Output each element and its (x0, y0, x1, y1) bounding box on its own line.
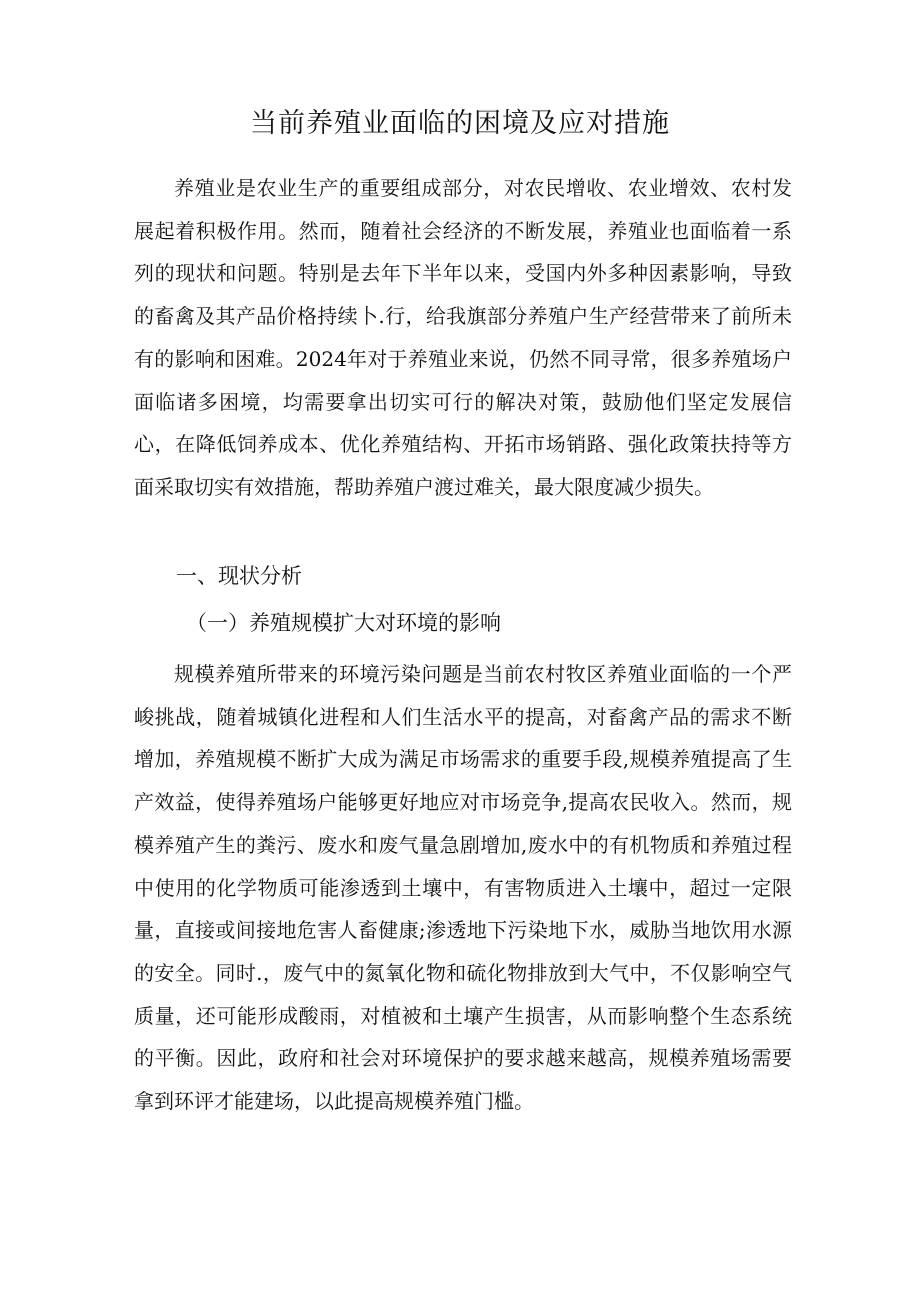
body-paragraph: 规模养殖所带来的环境污染问题是当前农村牧区养殖业面临的一个严峻挑战，随着城镇化进程和人们生活水平的提高，对畜禽产品的需求不断增加，养殖规模不断扩大成为满足市场需求的重要手段,规模养殖提高了生产效益，使得养殖场户能够更好地应对市场竞争,提高农民收入。然而，规模养殖产生的粪污、废水和废气量急剧增加,废水中的有机物质和养殖过程中使用的化学物质可能渗透到土壤中，有害物质进入土壤中，超过一定限量，直接或间接地危害人畜健康;渗透地下污染地下水，威胁当地饮用水源的安全。同时.，废气中的氮氧化物和硫化物排放到大气中，不仅影响空气质量，还可能形成酸雨，对植被和土壤产生损害，从而影响整个生态系统的平衡。因此，政府和社会对环境保护的要求越来越高，规模养殖场需要拿到环评才能建场，以此提高规模养殖门槛。 (134, 662, 792, 1114)
subsection-heading: （一）养殖规模扩大对环境的影响 (186, 611, 501, 635)
section-heading: 一、现状分析 (176, 564, 302, 588)
document-title: 当前养殖业面临的困境及应对措施 (250, 108, 670, 139)
intro-paragraph: 养殖业是农业生产的重要组成部分，对农民增收、农业增效、农村发展起着积极作用。然而，随着社会经济的不断发展，养殖业也面临着一系列的现状和问题。特别是去年下半年以来，受国内外多种因素影响，导致的畜禽及其产品价格持续卜.行，给我旗部分养殖户生产经营带来了前所未有的影响和困难。2024年对于养殖业来说，仍然不同寻常，很多养殖场户面临诸多困境，均需要拿出切实可行的解决对策，鼓励他们坚定发展信心，在降低饲养成本、优化养殖结构、开拓市场销路、强化政策扶持等方面采取切实有效措施，帮助养殖户渡过难关，最大限度减少损失。 (134, 176, 792, 499)
